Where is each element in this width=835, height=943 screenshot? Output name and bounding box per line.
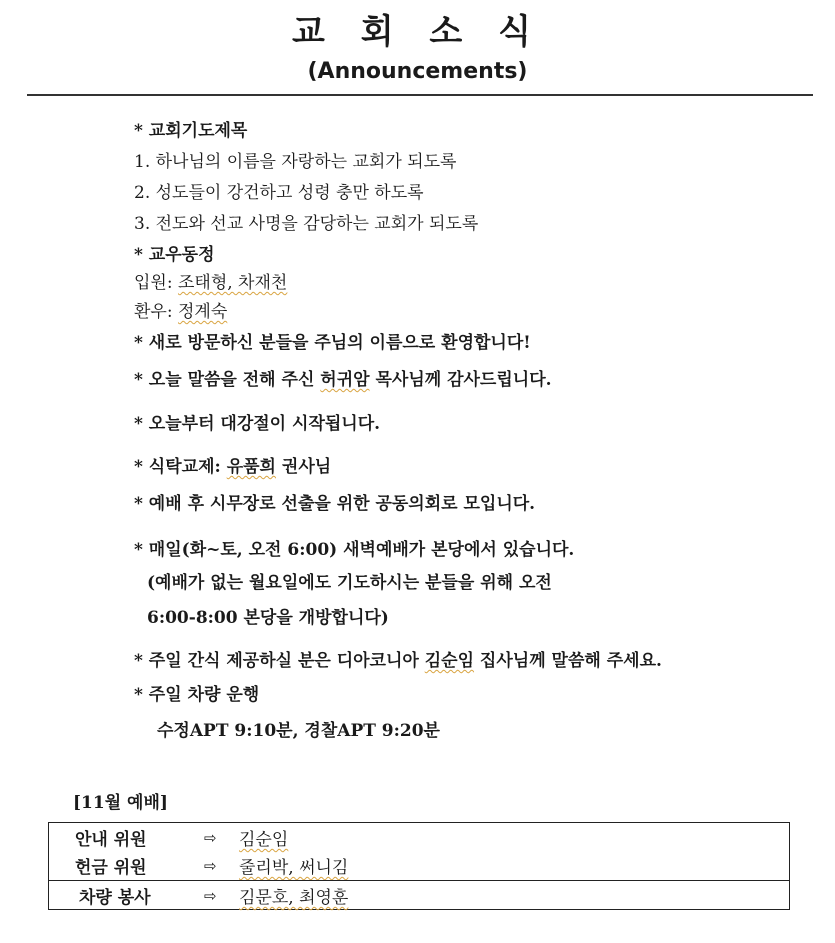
advent-notice: * 오늘부터 대강절이 시작됩니다. (134, 414, 381, 434)
discharge-label: 환우: (134, 302, 178, 322)
discharge-line (134, 300, 227, 324)
snack-contact-name: 김순임 (424, 651, 475, 671)
dawn-service-line-1: * 매일(화~토, 오전 6:00) 새벽예배가 본당에서 있습니다. (134, 540, 575, 560)
schedule-names: 줄리박, 써니김 (239, 858, 349, 878)
schedule-row-vehicle (49, 880, 789, 910)
vehicle-times: 수정APT 9:10분, 경찰APT 9:20분 (157, 721, 440, 741)
dawn-service-line-3: 6:00-8:00 본당을 개방합니다) (147, 608, 389, 628)
schedule-role: 차량 봉사 (79, 888, 151, 908)
schedule-names: 김순임 (239, 830, 289, 850)
welcome-notice: * 새로 방문하신 분들을 주님의 이름으로 환영합니다! (134, 333, 531, 353)
prayer-item-1: 1. 하나님의 이름을 자랑하는 교회가 되도록 (134, 152, 457, 172)
sermon-prefix: * 오늘 말씀을 전해 주신 (134, 370, 321, 390)
snack-suffix: 집사님께 말씀해 주세요. (474, 651, 662, 671)
discharge-names: 정계숙 (177, 302, 228, 322)
prayer-item-3: 3. 전도와 선교 사명을 감당하는 교회가 되도록 (134, 214, 479, 234)
vehicle-heading: * 주일 차량 운행 (134, 685, 260, 705)
snack-prefix: * 주일 간식 제공하실 분은 디아코니아 (134, 651, 425, 671)
hospital-label: 입원: (134, 273, 178, 293)
page-subtitle: (Announcements) (307, 59, 528, 84)
arrow-right-icon: ⇨ (204, 828, 217, 847)
meal-host-name: 유품희 (226, 457, 276, 477)
header-divider (27, 94, 813, 96)
schedule-row-usher (49, 823, 789, 852)
hospital-names: 조태형, 차재천 (177, 273, 288, 293)
prayer-item-2: 2. 성도들이 강건하고 성령 충만 하도록 (134, 183, 424, 203)
schedule-role: 안내 위원 (75, 830, 147, 850)
snack-notice (134, 649, 662, 673)
schedule-role: 헌금 위원 (75, 858, 147, 878)
schedule-heading: [11월 예배] (73, 793, 168, 813)
arrow-right-icon: ⇨ (204, 886, 217, 905)
sermon-notice (134, 368, 552, 392)
sermon-name: 허귀암 (320, 370, 370, 390)
sermon-suffix: 목사님께 감사드립니다. (369, 370, 552, 390)
meal-notice (134, 455, 331, 479)
page-title: 교 회 소 식 (292, 12, 543, 52)
meal-suffix: 권사님 (275, 457, 332, 477)
member-news-heading: * 교우동정 (134, 245, 215, 265)
prayer-heading: * 교회기도제목 (134, 121, 248, 141)
arrow-right-icon: ⇨ (204, 856, 217, 875)
schedule-row-offering (49, 851, 789, 880)
dawn-service-line-2: (예배가 없는 월요일에도 기도하시는 분들을 위해 오전 (147, 573, 552, 593)
schedule-names: 김문호, 최영훈 (239, 888, 349, 908)
meal-prefix: * 식탁교제: (134, 457, 227, 477)
meeting-notice: * 예배 후 시무장로 선출을 위한 공동의회로 모입니다. (134, 494, 536, 514)
hospital-line (134, 271, 287, 295)
schedule-table (48, 822, 790, 910)
